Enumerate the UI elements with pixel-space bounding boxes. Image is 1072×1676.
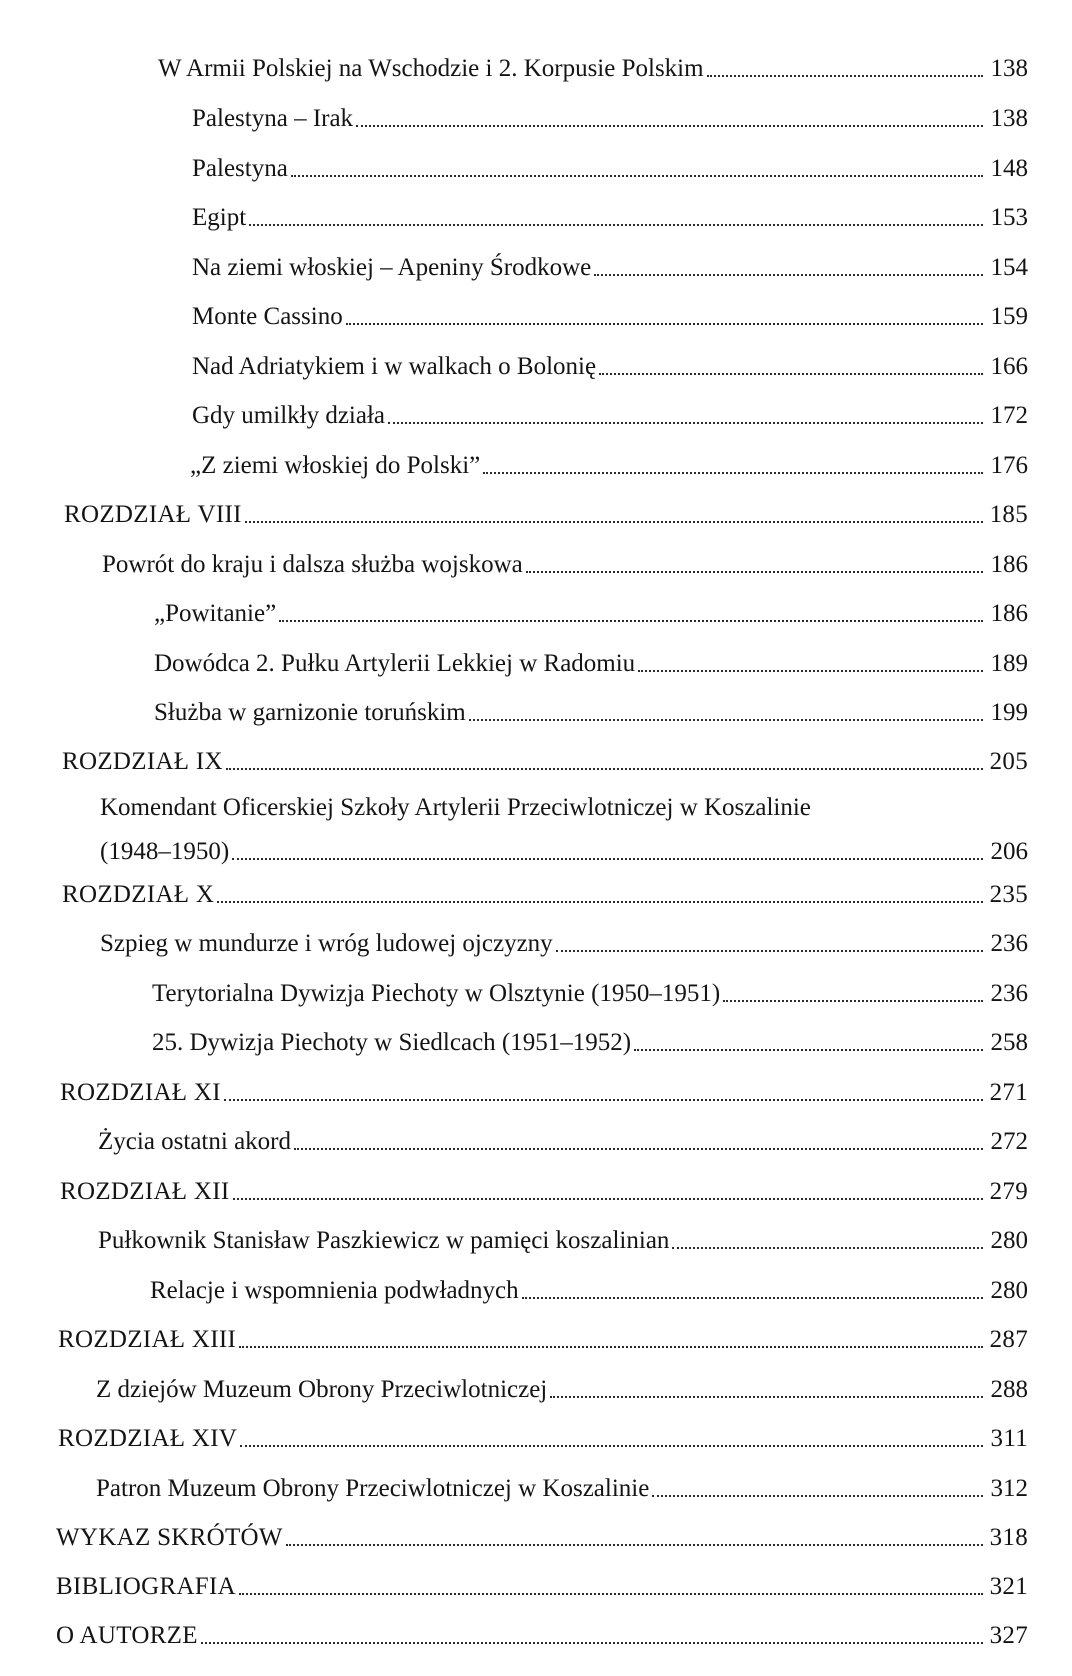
dot-leader	[356, 125, 983, 127]
toc-entry	[154, 589, 1028, 629]
dot-leader	[249, 224, 983, 226]
toc-entry-page: 159	[990, 303, 1028, 330]
toc-entry	[102, 540, 1028, 580]
dot-leader	[294, 1148, 983, 1150]
toc-entry	[192, 342, 1028, 382]
toc-entry-page: 280	[990, 1277, 1028, 1304]
toc-chapter-entry	[60, 1167, 1028, 1207]
toc-entry-page: 185	[989, 501, 1028, 528]
toc-entry-page: 280	[990, 1227, 1028, 1254]
toc-entry-page: 154	[990, 254, 1028, 281]
toc-entry-title: Egipt	[192, 204, 247, 231]
toc-entry-title: Relacje i wspomnienia podwładnych	[150, 1277, 519, 1304]
toc-entry-page: 176	[990, 452, 1028, 479]
dot-leader	[286, 1544, 983, 1546]
dot-leader	[232, 858, 983, 860]
toc-entry-page: 206	[990, 838, 1028, 865]
toc-entry-title: ROZDZIAŁ XII	[60, 1178, 230, 1205]
toc-entry-title: O AUTORZE	[56, 1622, 198, 1649]
toc-entry-title: Nad Adriatykiem i w walkach o Bolonię	[192, 353, 597, 380]
toc-entry	[192, 193, 1028, 233]
toc-entry-title: ROZDZIAŁ VIII	[64, 501, 242, 528]
toc-entry-title: BIBLIOGRAFIA	[56, 1573, 236, 1600]
toc-chapter-entry	[62, 737, 1028, 777]
toc-entry	[192, 292, 1028, 332]
toc-entry-page: 318	[989, 1524, 1028, 1551]
toc-entry-page: 236	[990, 980, 1028, 1007]
toc-entry-page: 235	[989, 881, 1028, 908]
dot-leader	[522, 1297, 983, 1299]
toc-entry-page: 321	[989, 1573, 1028, 1600]
toc-entry-title: Powrót do kraju i dalsza służba wojskowa	[102, 551, 523, 578]
dot-leader	[291, 175, 983, 177]
toc-chapter-entry	[56, 1611, 1028, 1651]
toc-chapter-entry	[56, 1513, 1028, 1553]
dot-leader	[233, 1198, 983, 1200]
toc-entry-title: Służba w garnizonie toruńskim	[154, 699, 466, 726]
toc-entry-page: 205	[989, 748, 1028, 775]
dot-leader	[240, 1445, 983, 1447]
toc-entry-page: 279	[989, 1178, 1028, 1205]
toc-entry-page: 172	[990, 402, 1028, 429]
dot-leader	[707, 75, 983, 77]
toc-entry	[100, 919, 1028, 959]
toc-entry	[154, 688, 1028, 728]
dot-leader	[594, 274, 983, 276]
dot-leader	[245, 521, 983, 523]
toc-entry-page: 272	[990, 1128, 1028, 1155]
toc-entry	[192, 144, 1028, 184]
toc-entry	[96, 1365, 1028, 1405]
toc-entry-page: 138	[990, 55, 1028, 82]
dot-leader	[652, 1495, 983, 1497]
toc-entry-title: ROZDZIAŁ X	[62, 881, 215, 908]
toc-entry-title: Szpieg w mundurze i wróg ludowej ojczyzny	[100, 930, 553, 957]
toc-entry-page: 258	[990, 1029, 1028, 1056]
toc-entry	[192, 94, 1028, 134]
toc-entry-continuation	[100, 827, 1028, 867]
toc-entry-multiline	[100, 793, 1028, 867]
toc-entry-title: ROZDZIAŁ XI	[60, 1079, 221, 1106]
toc-entry	[96, 1464, 1028, 1504]
dot-leader	[672, 1247, 983, 1249]
toc-entry-page: 189	[990, 650, 1028, 677]
toc-entry-page: 166	[990, 353, 1028, 380]
toc-entry-page: 138	[990, 105, 1028, 132]
toc-entry	[192, 243, 1028, 283]
toc-entry-page: 288	[990, 1376, 1028, 1403]
toc-entry-title-line2: (1948–1950)	[100, 838, 230, 865]
toc-chapter-entry	[62, 870, 1028, 910]
toc-entry	[152, 969, 1028, 1009]
toc-entry-title: Z dziejów Muzeum Obrony Przeciwlotniczej	[96, 1376, 548, 1403]
toc-entry-title: Na ziemi włoskiej – Apeniny Środkowe	[192, 254, 592, 281]
dot-leader	[239, 1593, 983, 1595]
dot-leader	[599, 373, 983, 375]
toc-entry-page: 186	[990, 600, 1028, 627]
dot-leader	[201, 1642, 983, 1644]
dot-leader	[217, 901, 983, 903]
toc-chapter-entry	[60, 1068, 1028, 1108]
toc-entry-page: 271	[989, 1079, 1028, 1106]
toc-entry-page: 236	[990, 930, 1028, 957]
toc-entry	[150, 1266, 1028, 1306]
toc-entry-page: 186	[990, 551, 1028, 578]
dot-leader	[279, 620, 983, 622]
toc-entry	[158, 44, 1028, 84]
dot-leader	[346, 323, 983, 325]
toc-entry-title: Życia ostatni akord	[98, 1128, 291, 1155]
toc-entry-title: Dowódca 2. Pułku Artylerii Lekkiej w Radomiu	[154, 650, 636, 677]
dot-leader	[556, 950, 983, 952]
toc-chapter-entry	[64, 490, 1028, 530]
toc-chapter-entry	[56, 1562, 1028, 1602]
toc-entry	[152, 1018, 1028, 1058]
toc-entry	[98, 1216, 1028, 1256]
toc-entry-page: 287	[989, 1326, 1028, 1353]
dot-leader	[723, 1000, 983, 1002]
toc-entry-title: W Armii Polskiej na Wschodzie i 2. Korpusie Polskim	[158, 55, 704, 82]
dot-leader	[224, 1099, 983, 1101]
toc-entry-page: 199	[990, 699, 1028, 726]
toc-entry	[154, 639, 1028, 679]
dot-leader	[526, 571, 983, 573]
dot-leader	[550, 1396, 983, 1398]
toc-entry-page: 312	[990, 1475, 1028, 1502]
toc-entry-title: Palestyna	[192, 155, 288, 182]
toc-entry-title: Gdy umilkły działa	[192, 402, 386, 429]
toc-entry-page: 311	[990, 1425, 1028, 1452]
toc-entry-title: ROZDZIAŁ IX	[62, 748, 223, 775]
toc-entry-page: 148	[990, 155, 1028, 182]
toc-entry	[98, 1117, 1028, 1157]
toc-entry-title: „Powitanie”	[154, 600, 277, 627]
toc-entry-title: Monte Cassino	[192, 303, 343, 330]
toc-entry-title: ROZDZIAŁ XIII	[58, 1326, 237, 1353]
toc-entry	[190, 441, 1028, 481]
toc-entry-title: „Z ziemi włoskiej do Polski”	[190, 452, 481, 479]
dot-leader	[388, 422, 983, 424]
toc-entry-title: ROZDZIAŁ XIV	[58, 1425, 238, 1452]
toc-entry	[192, 391, 1028, 431]
dot-leader	[226, 768, 983, 770]
toc-entry-title: WYKAZ SKRÓTÓW	[56, 1524, 283, 1551]
toc-entry-title: Komendant Oficerskiej Szkoły Artylerii Przeciwlotniczej w Koszalinie	[100, 794, 811, 821]
dot-leader	[483, 472, 983, 474]
toc-entry-title: Palestyna – Irak	[192, 105, 354, 132]
toc-entry-title: Pułkownik Stanisław Paszkiewicz w pamięci koszalinian	[98, 1227, 670, 1254]
toc-entry-title: Terytorialna Dywizja Piechoty w Olsztynie (1950–1951)	[152, 980, 721, 1007]
toc-entry-page: 153	[990, 204, 1028, 231]
dot-leader	[469, 719, 983, 721]
toc-chapter-entry	[58, 1414, 1028, 1454]
dot-leader	[634, 1049, 983, 1051]
toc-entry-title: Patron Muzeum Obrony Przeciwlotniczej w Koszalinie	[96, 1475, 650, 1502]
dot-leader	[638, 670, 983, 672]
toc-entry-title: 25. Dywizja Piechoty w Siedlcach (1951–1952)	[152, 1029, 632, 1056]
dot-leader	[239, 1346, 983, 1348]
toc-entry-page: 327	[989, 1622, 1028, 1649]
toc-chapter-entry	[58, 1315, 1028, 1355]
